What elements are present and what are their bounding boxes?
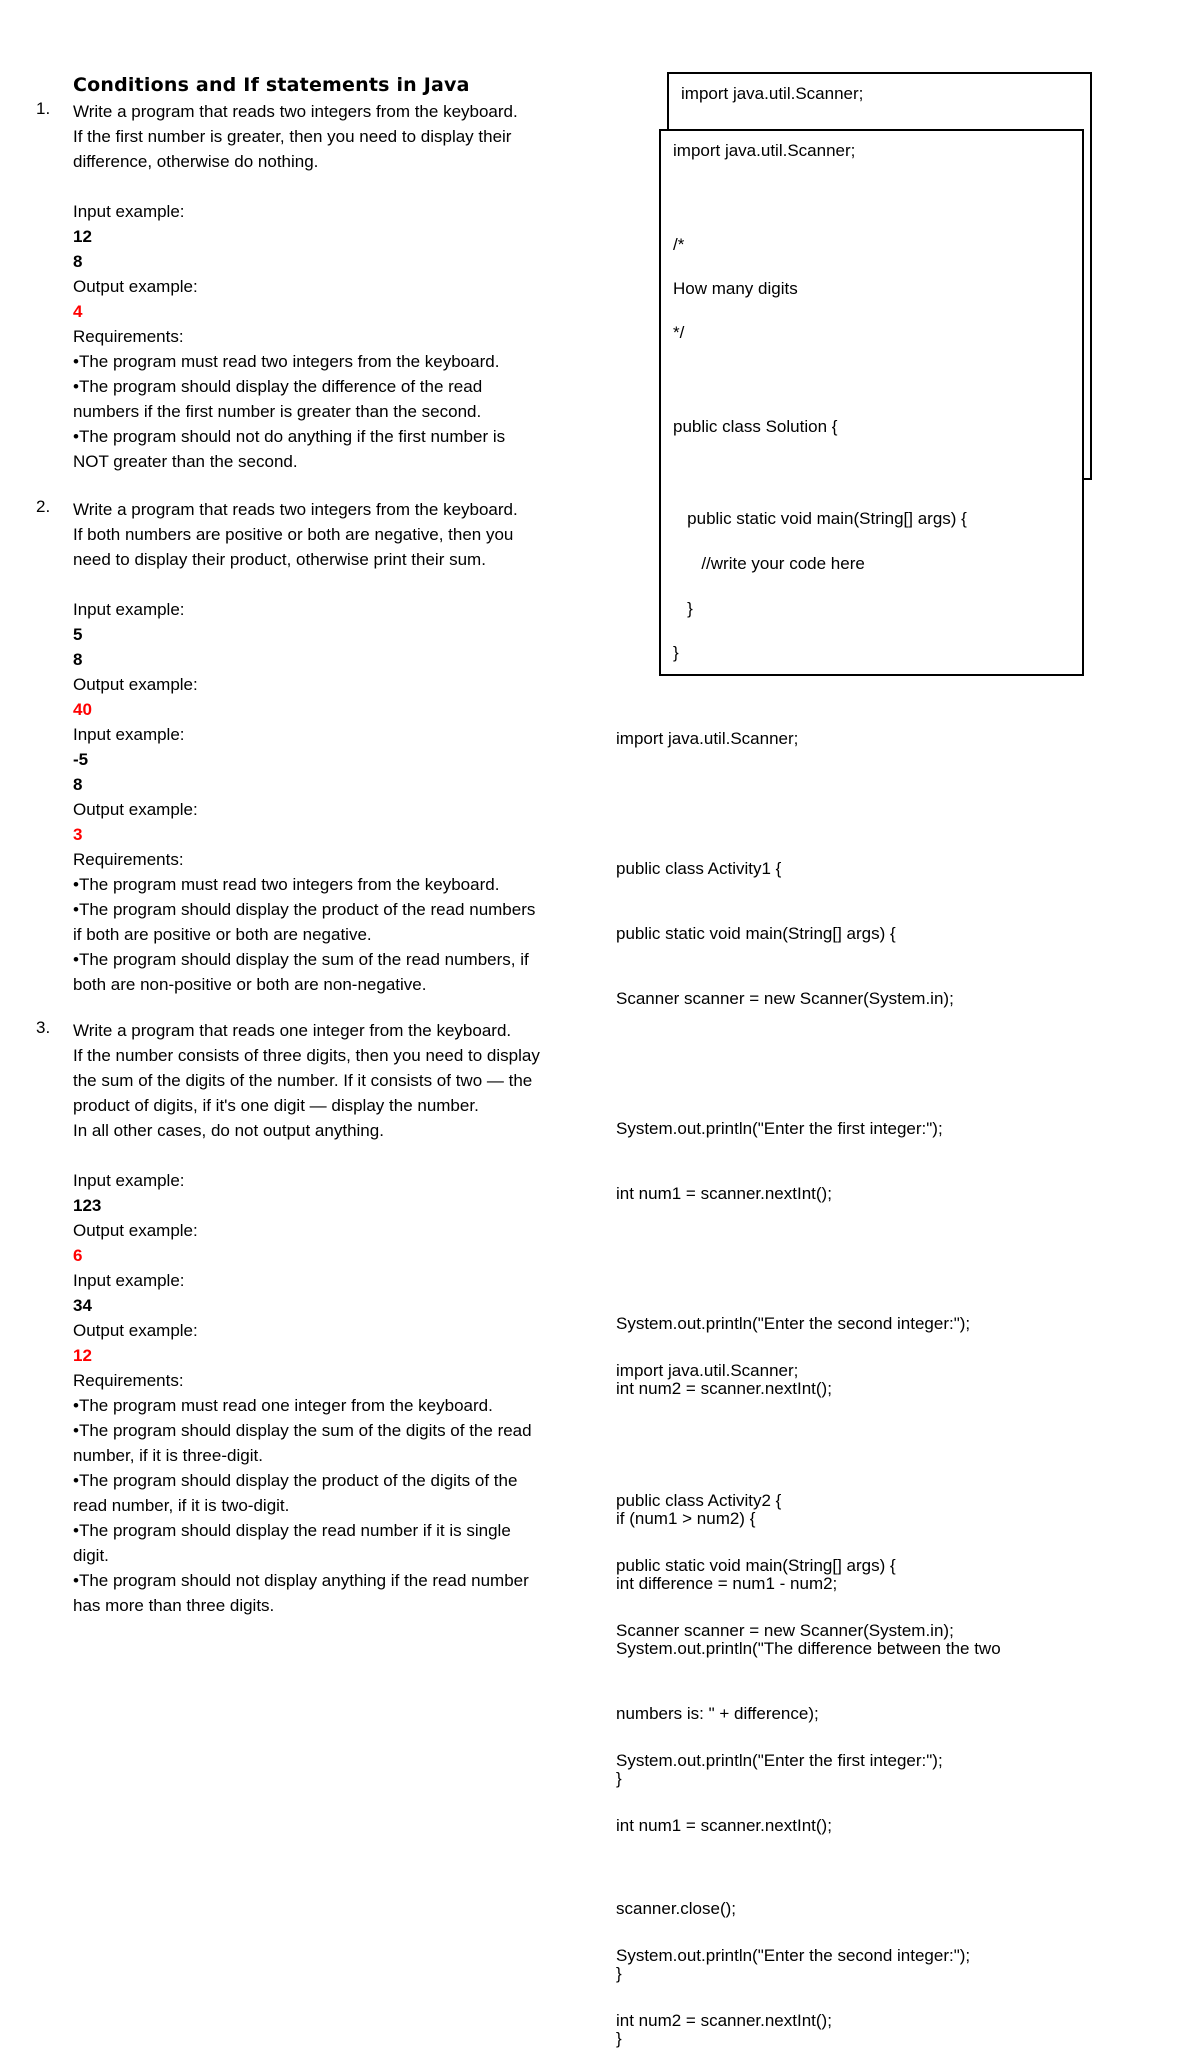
requirement-line: both are non-positive or both are non-negative. (73, 975, 427, 994)
task-1 (36, 99, 593, 474)
code-line: int num2 = scanner.nextInt(); (616, 1379, 832, 1398)
input-value: 123 (73, 1196, 102, 1215)
task-text: In all other cases, do not output anything. (73, 1121, 384, 1140)
output-example-label: Output example: (73, 1221, 198, 1240)
requirements-label: Requirements: (73, 327, 184, 346)
requirement-line: •The program should not display anything if the read number (73, 1571, 529, 1590)
input-value: 5 (73, 625, 83, 644)
requirement-line: •The program should display the difference of the read (73, 377, 483, 396)
task-number: 3. (36, 1018, 51, 1037)
task-text: difference, otherwise do nothing. (73, 152, 319, 171)
requirement-line: •The program must read two integers from the keyboard. (73, 875, 500, 894)
code-line: int num2 = scanner.nextInt(); (616, 2011, 832, 2030)
requirement-line: •The program should display the read number if it is single (73, 1521, 511, 1540)
input-value: -5 (73, 750, 89, 769)
requirement-line: digit. (73, 1546, 109, 1565)
input-example-label: Input example: (73, 725, 185, 744)
card-code-line: public static void main(String[] args) { (673, 509, 967, 528)
card-code-line: */ (673, 323, 685, 342)
code-line: public static void main(String[] args) { (616, 1556, 896, 1575)
code-line: if (num1 > num2) { (616, 1509, 756, 1528)
requirement-line: •The program should display the product of the digits of the (73, 1471, 518, 1490)
input-value: 8 (73, 650, 83, 669)
code-line: Scanner scanner = new Scanner(System.in); (616, 989, 954, 1008)
output-example-label: Output example: (73, 800, 198, 819)
code-line (616, 1246, 1001, 1271)
card-code-line: } (673, 599, 693, 618)
requirement-line: •The program should not do anything if the first number is (73, 427, 506, 446)
requirement-line: •The program should display the product of the read numbers (73, 900, 536, 919)
code-line: System.out.println("Enter the first integer:"); (616, 1751, 943, 1770)
code-line: public class Activity1 { (616, 859, 782, 878)
task-text: the sum of the digits of the number. If it consists of two — the (73, 1071, 533, 1090)
requirement-line: has more than three digits. (73, 1596, 275, 1615)
task-text: product of digits, if it's one digit — display the number. (73, 1096, 479, 1115)
input-example-label: Input example: (73, 1171, 185, 1190)
requirement-line: NOT greater than the second. (73, 452, 298, 471)
requirement-line: number, if it is three-digit. (73, 1446, 263, 1465)
code-line: public static void main(String[] args) { (616, 924, 896, 943)
task-text: need to display their product, otherwise print their sum. (73, 550, 486, 569)
requirement-line: if both are positive or both are negative. (73, 925, 372, 944)
requirement-line: read number, if it is two-digit. (73, 1496, 290, 1515)
code-line: int difference = num1 - num2; (616, 1574, 838, 1593)
requirement-line: •The program should display the sum of the read numbers, if (73, 950, 529, 969)
card-code-line: public class Solution { (673, 417, 838, 436)
code-line: public class Activity2 { (616, 1491, 782, 1510)
input-example-label: Input example: (73, 202, 185, 221)
code-line: import java.util.Scanner; (616, 729, 799, 748)
requirements-label: Requirements: (73, 850, 184, 869)
input-value: 8 (73, 775, 83, 794)
output-example-label: Output example: (73, 675, 198, 694)
card-code-line: import java.util.Scanner; (681, 84, 864, 103)
code-activity2 (616, 1318, 970, 2053)
output-value: 40 (73, 700, 92, 719)
code-line: System.out.println("Enter the first integer:"); (616, 1119, 943, 1138)
output-example-label: Output example: (73, 1321, 198, 1340)
page-title: Conditions and If statements in Java (73, 74, 470, 96)
input-value: 34 (73, 1296, 92, 1315)
code-line: int num1 = scanner.nextInt(); (616, 1184, 832, 1203)
front-code-card (659, 129, 1084, 676)
code-line: System.out.println("Enter the second integer:"); (616, 1946, 971, 1965)
task-text: If the number consists of three digits, then you need to display (73, 1046, 540, 1065)
code-line (616, 1423, 970, 1448)
task-text: If both numbers are positive or both are negative, then you (73, 525, 514, 544)
task-text: Write a program that reads one integer from the keyboard. (73, 1021, 512, 1040)
code-line (616, 1878, 970, 1903)
code-line: } (616, 2029, 622, 2048)
output-value: 12 (73, 1346, 92, 1365)
card-code-line: How many digits (673, 279, 798, 298)
code-line: import java.util.Scanner; (616, 1361, 799, 1380)
task-text: If the first number is greater, then you need to display their (73, 127, 512, 146)
code-line: } (616, 1964, 622, 1983)
output-example-label: Output example: (73, 277, 198, 296)
code-line: Scanner scanner = new Scanner(System.in); (616, 1621, 954, 1640)
requirements-label: Requirements: (73, 1371, 184, 1390)
task-number: 2. (36, 497, 51, 516)
code-line: System.out.println("The difference between the two (616, 1639, 1001, 1658)
card-code-line: } (673, 643, 679, 662)
code-line (616, 1051, 1001, 1076)
task-text: Write a program that reads two integers from the keyboard. (73, 102, 518, 121)
input-example-label: Input example: (73, 600, 185, 619)
task-text: Write a program that reads two integers from the keyboard. (73, 500, 518, 519)
requirement-line: •The program should display the sum of the digits of the read (73, 1421, 532, 1440)
code-line: System.out.println("Enter the second integer:"); (616, 1314, 971, 1333)
card-code-line: //write your code here (673, 554, 865, 573)
output-value: 4 (73, 302, 83, 321)
input-example-label: Input example: (73, 1271, 185, 1290)
output-value: 3 (73, 825, 83, 844)
task-3 (36, 1018, 593, 1618)
task-number: 1. (36, 99, 51, 118)
input-value: 12 (73, 227, 92, 246)
code-line: } (616, 1769, 622, 1788)
requirement-line: •The program must read two integers from the keyboard. (73, 352, 500, 371)
output-value: 6 (73, 1246, 83, 1265)
code-line (616, 791, 1001, 816)
code-line: numbers is: " + difference); (616, 1704, 819, 1723)
card-code-line: /* (673, 235, 685, 254)
requirement-line: •The program must read one integer from the keyboard. (73, 1396, 493, 1415)
code-line: scanner.close(); (616, 1899, 736, 1918)
task-2 (36, 497, 593, 997)
input-value: 8 (73, 252, 83, 271)
card-code-line: import java.util.Scanner; (673, 141, 856, 160)
requirement-line: numbers if the first number is greater than the second. (73, 402, 482, 421)
code-line: int num1 = scanner.nextInt(); (616, 1816, 832, 1835)
